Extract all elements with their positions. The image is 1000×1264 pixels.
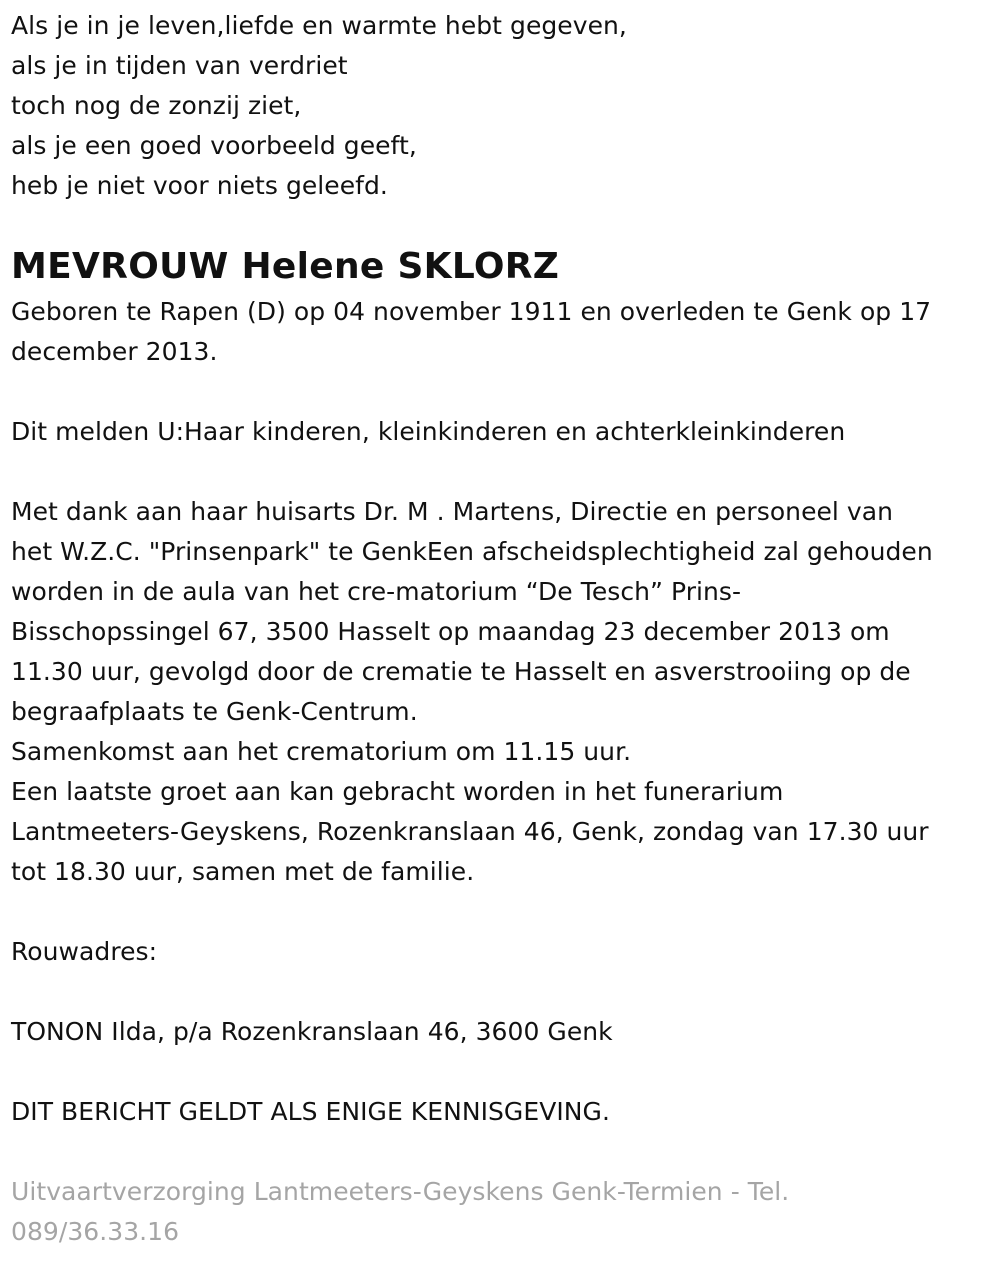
funeral-home-footer xyxy=(11,1172,986,1252)
spacer xyxy=(11,1052,986,1092)
poem-line: Als je in je leven,liefde en warmte hebt gegeven, xyxy=(11,11,627,40)
spacer xyxy=(11,372,986,412)
poem-line: toch nog de zonzij ziet, xyxy=(11,91,302,120)
spacer xyxy=(11,452,986,492)
ceremony-line: begraafplaats te Genk-Centrum. xyxy=(11,697,418,726)
official-notice: DIT BERICHT GELDT ALS ENIGE KENNISGEVING. xyxy=(11,1097,610,1126)
ceremony-line: Een laatste groet aan kan gebracht worden in het funerarium xyxy=(11,777,784,806)
ceremony-line: Samenkomst aan het crematorium om 11.15 uur. xyxy=(11,737,632,766)
mourning-address: TONON Ilda, p/a Rozenkranslaan 46, 3600 Genk xyxy=(11,1017,613,1046)
spacer xyxy=(11,972,986,1012)
spacer xyxy=(11,1132,986,1172)
memorial-poem xyxy=(11,6,986,206)
ceremony-line: het W.Z.C. "Prinsenpark" te GenkEen afscheidsplechtigheid zal gehouden xyxy=(11,537,933,566)
ceremony-line: tot 18.30 uur, samen met de familie. xyxy=(11,857,475,886)
footer-line: 089/36.33.16 xyxy=(11,1217,180,1246)
deceased-name: MEVROUW Helene SKLORZ xyxy=(11,246,560,287)
ceremony-line: 11.30 uur, gevolgd door de crematie te Hasselt en asverstrooiing op de xyxy=(11,657,911,686)
poem-line: heb je niet voor niets geleefd. xyxy=(11,171,388,200)
announced-by: Dit melden U:Haar kinderen, kleinkinderen en achterkleinkinderen xyxy=(11,417,846,446)
address-label: Rouwadres: xyxy=(11,937,158,966)
poem-line: als je een goed voorbeeld geeft, xyxy=(11,131,417,160)
ceremony-line: Lantmeeters-Geyskens, Rozenkranslaan 46, Genk, zondag van 17.30 uur xyxy=(11,817,929,846)
spacer xyxy=(11,892,986,932)
thanks-and-ceremony xyxy=(11,492,986,892)
birth-death-line: december 2013. xyxy=(11,337,218,366)
poem-line: als je in tijden van verdriet xyxy=(11,51,348,80)
ceremony-line: Met dank aan haar huisarts Dr. M . Martens, Directie en personeel van xyxy=(11,497,894,526)
birth-death-info xyxy=(11,292,986,372)
ceremony-line: Bisschopssingel 67, 3500 Hasselt op maandag 23 december 2013 om xyxy=(11,617,890,646)
footer-line: Uitvaartverzorging Lantmeeters-Geyskens Genk-Termien - Tel. xyxy=(11,1177,790,1206)
obituary-notice xyxy=(11,6,986,1252)
ceremony-line: worden in de aula van het cre-matorium “De Tesch” Prins- xyxy=(11,577,742,606)
birth-death-line: Geboren te Rapen (D) op 04 november 1911 en overleden te Genk op 17 xyxy=(11,297,932,326)
